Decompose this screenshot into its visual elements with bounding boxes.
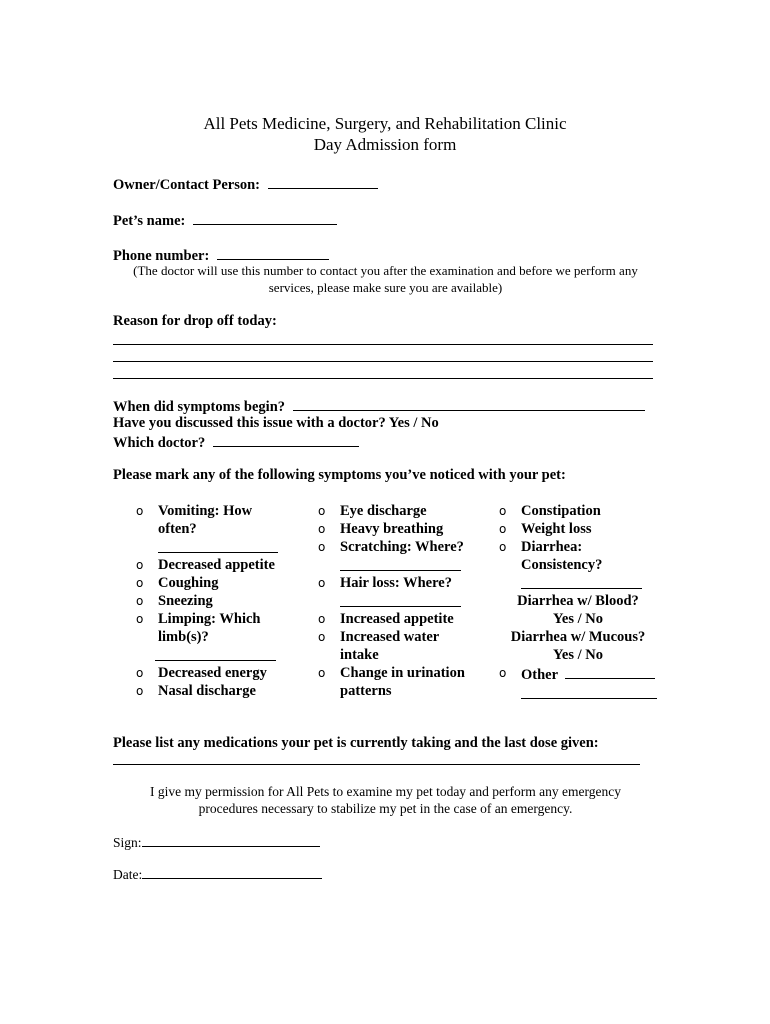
other-blank-slot xyxy=(499,684,664,702)
clinic-name: All Pets Medicine, Surgery, and Rehabilitation Clinic xyxy=(203,114,567,133)
diarrhea-consistency-blank[interactable] xyxy=(521,588,642,589)
checkbox-circle-icon[interactable]: o xyxy=(136,576,144,590)
symptom-label: Nasal discharge xyxy=(158,683,256,699)
symptom-label: Vomiting: How xyxy=(158,503,253,519)
symptom-constipation[interactable] xyxy=(499,502,664,520)
symptom-change-urination[interactable] xyxy=(318,664,498,682)
symptom-label: Decreased appetite xyxy=(158,557,275,573)
symptom-label-cont: intake xyxy=(340,647,379,663)
symptom-label: Change in urination xyxy=(340,665,465,681)
symptom-scratching[interactable] xyxy=(318,538,498,556)
symptom-decreased-energy[interactable] xyxy=(136,664,296,682)
symptom-label: Increased water xyxy=(340,629,440,645)
which-doctor-field xyxy=(113,432,359,452)
owner-blank[interactable] xyxy=(268,174,378,189)
symptom-label: Other xyxy=(521,667,558,683)
symptom-increased-appetite[interactable] xyxy=(318,610,498,628)
date-field xyxy=(113,864,322,884)
sign-field xyxy=(113,832,320,852)
symptom-sneezing[interactable] xyxy=(136,592,296,610)
symptom-label: Weight loss xyxy=(521,521,592,537)
which-doctor-blank[interactable] xyxy=(213,432,359,447)
checkbox-circle-icon[interactable]: o xyxy=(136,594,144,608)
symptom-nasal-discharge[interactable] xyxy=(136,682,296,700)
checkbox-circle-icon[interactable]: o xyxy=(136,612,144,626)
checkbox-circle-icon[interactable]: o xyxy=(499,504,507,518)
checkbox-circle-icon[interactable]: o xyxy=(136,558,144,572)
symptoms-column-2 xyxy=(318,502,498,700)
form-name: Day Admission form xyxy=(313,135,457,154)
symptoms-begin-label: When did symptoms begin? xyxy=(113,399,286,415)
sign-label: Sign: xyxy=(113,835,142,850)
checkbox-circle-icon[interactable]: o xyxy=(318,666,326,680)
hair-loss-blank-slot xyxy=(318,592,498,610)
reason-line-1[interactable] xyxy=(113,344,653,345)
symptom-label-cont: Consistency? xyxy=(521,557,603,573)
limping-blank-slot xyxy=(136,646,296,664)
symptom-weight-loss[interactable] xyxy=(499,520,664,538)
date-blank[interactable] xyxy=(142,864,322,879)
symptoms-prompt-label: Please mark any of the following symptoms you’ve noticed with your pet: xyxy=(113,467,566,483)
symptom-label: Eye discharge xyxy=(340,503,427,519)
symptom-hair-loss[interactable] xyxy=(318,574,498,592)
symptoms-begin-field xyxy=(113,396,645,416)
reason-field xyxy=(113,312,277,330)
reason-line-3[interactable] xyxy=(113,378,653,379)
vomiting-blank-slot xyxy=(136,538,296,556)
owner-label: Owner/Contact Person: xyxy=(113,177,260,193)
diarrhea-mucous-question: Diarrhea w/ Mucous? xyxy=(510,629,646,645)
checkbox-circle-icon[interactable]: o xyxy=(318,504,326,518)
symptom-increased-water[interactable] xyxy=(318,628,498,646)
checkbox-circle-icon[interactable]: o xyxy=(136,666,144,680)
symptom-heavy-breathing[interactable] xyxy=(318,520,498,538)
checkbox-circle-icon[interactable]: o xyxy=(318,576,326,590)
sign-blank[interactable] xyxy=(142,832,320,847)
symptom-coughing[interactable] xyxy=(136,574,296,592)
symptom-label: Hair loss: Where? xyxy=(340,575,452,591)
hair-loss-blank[interactable] xyxy=(340,606,461,607)
symptoms-prompt xyxy=(113,466,566,484)
symptom-label: Sneezing xyxy=(158,593,213,609)
checkbox-circle-icon[interactable]: o xyxy=(136,504,144,518)
medications-line[interactable] xyxy=(113,764,640,765)
phone-label: Phone number: xyxy=(113,248,210,264)
other-blank-2[interactable] xyxy=(521,698,657,699)
phone-note-line1: (The doctor will use this number to contact you after the examination and before we perform any xyxy=(133,263,638,278)
owner-field xyxy=(113,174,378,194)
medications-label: Please list any medications your pet is currently taking and the last dose given: xyxy=(113,735,599,751)
symptom-diarrhea[interactable] xyxy=(499,538,664,556)
date-label: Date: xyxy=(113,867,143,882)
symptoms-begin-blank[interactable] xyxy=(293,396,645,411)
symptom-label: Constipation xyxy=(521,503,601,519)
checkbox-circle-icon[interactable]: o xyxy=(499,666,507,680)
diarrhea-blood-question: Diarrhea w/ Blood? xyxy=(517,593,639,609)
scratching-blank-slot xyxy=(318,556,498,574)
pet-name-blank[interactable] xyxy=(193,210,337,225)
checkbox-circle-icon[interactable]: o xyxy=(318,612,326,626)
symptoms-column-3 xyxy=(499,502,664,702)
checkbox-circle-icon[interactable]: o xyxy=(318,630,326,644)
symptoms-column-1 xyxy=(136,502,296,700)
symptom-label: Increased appetite xyxy=(340,611,454,627)
checkbox-circle-icon[interactable]: o xyxy=(136,684,144,698)
phone-blank[interactable] xyxy=(217,245,329,260)
medications-field xyxy=(113,734,599,752)
symptom-label: Heavy breathing xyxy=(340,521,444,537)
symptom-label: Limping: Which xyxy=(158,611,261,627)
consent-line1: I give my permission for All Pets to examine my pet today and perform any emergency xyxy=(149,784,621,799)
symptom-decreased-appetite[interactable] xyxy=(136,556,296,574)
symptom-label: Scratching: Where? xyxy=(340,539,464,555)
pet-name-field xyxy=(113,210,337,230)
symptom-label: Diarrhea: xyxy=(521,539,583,555)
symptom-eye-discharge[interactable] xyxy=(318,502,498,520)
phone-note-line2: services, please make sure you are available) xyxy=(268,280,503,295)
discussed-field xyxy=(113,414,439,432)
vomiting-blank[interactable] xyxy=(158,552,278,553)
reason-line-2[interactable] xyxy=(113,361,653,362)
form-title xyxy=(0,113,770,155)
phone-note xyxy=(113,262,658,296)
symptom-other[interactable] xyxy=(499,664,664,684)
consent-statement xyxy=(113,783,658,817)
pet-name-label: Pet’s name: xyxy=(113,213,186,229)
symptom-vomiting[interactable] xyxy=(136,502,296,520)
checkbox-circle-icon[interactable]: o xyxy=(499,540,507,554)
diarrhea-mucous-yes-no[interactable]: Yes / No xyxy=(553,647,603,663)
other-blank[interactable] xyxy=(565,664,655,679)
reason-label: Reason for drop off today: xyxy=(113,313,277,329)
symptom-label-cont: limb(s)? xyxy=(158,629,209,645)
symptom-label-cont: patterns xyxy=(340,683,392,699)
symptom-label: Coughing xyxy=(158,575,219,591)
diarrhea-blank-slot xyxy=(499,574,664,592)
diarrhea-blood-yes-no[interactable]: Yes / No xyxy=(553,611,603,627)
scratching-blank[interactable] xyxy=(340,570,461,571)
symptom-limping[interactable] xyxy=(136,610,296,628)
symptom-label: Decreased energy xyxy=(158,665,267,681)
checkbox-circle-icon[interactable]: o xyxy=(499,522,507,536)
checkbox-circle-icon[interactable]: o xyxy=(318,522,326,536)
discussed-label: Have you discussed this issue with a doctor? Yes / No xyxy=(113,415,439,431)
symptom-label-cont: often? xyxy=(158,521,197,537)
which-doctor-label: Which doctor? xyxy=(113,435,206,451)
checkbox-circle-icon[interactable]: o xyxy=(318,540,326,554)
limping-blank[interactable] xyxy=(155,660,276,661)
consent-line2: procedures necessary to stabilize my pet in the case of an emergency. xyxy=(198,801,573,816)
